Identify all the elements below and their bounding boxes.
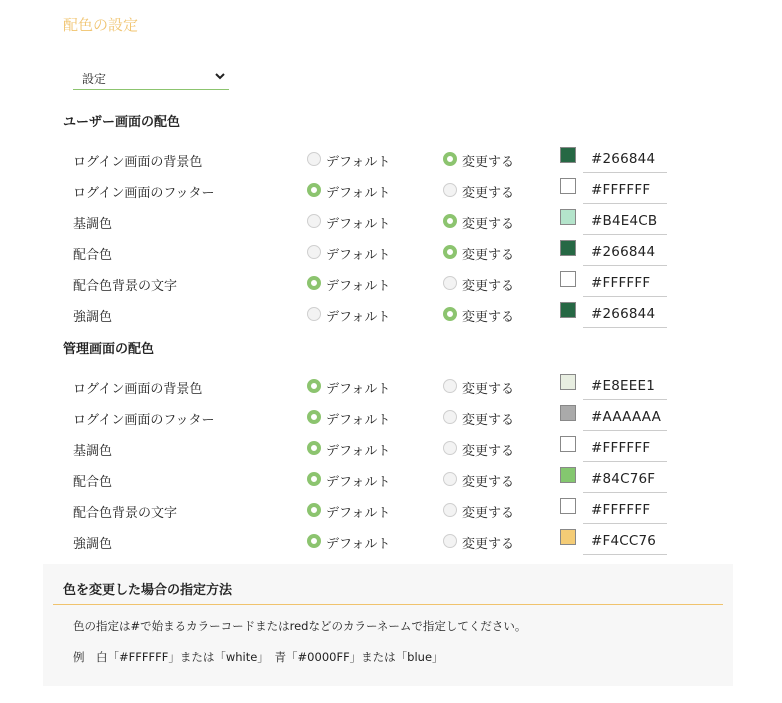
color-swatch[interactable] — [560, 240, 576, 256]
hex-input[interactable] — [583, 530, 667, 555]
radio-default-label[interactable]: デフォルト — [326, 382, 391, 397]
radio-default-label[interactable]: デフォルト — [326, 248, 391, 263]
radio-default-label[interactable]: デフォルト — [326, 506, 391, 521]
color-row-label: 配合色背景の文字 — [73, 279, 178, 294]
color-spec-note — [43, 564, 733, 686]
color-swatch[interactable] — [560, 302, 576, 318]
note-divider — [53, 604, 723, 605]
radio-change[interactable] — [443, 307, 457, 321]
radio-change[interactable] — [443, 183, 457, 197]
color-row — [0, 271, 782, 302]
radio-change-label[interactable]: 変更する — [462, 279, 515, 294]
radio-default-label[interactable]: デフォルト — [326, 475, 391, 490]
hex-input[interactable] — [583, 210, 667, 235]
radio-default-label[interactable]: デフォルト — [326, 537, 391, 552]
radio-default[interactable] — [307, 307, 321, 321]
color-row-label: 基調色 — [73, 444, 113, 459]
radio-default[interactable] — [307, 503, 321, 517]
hex-input[interactable] — [583, 148, 667, 173]
radio-change[interactable] — [443, 276, 457, 290]
radio-change[interactable] — [443, 441, 457, 455]
color-row — [0, 240, 782, 271]
hex-value: #FFFFFF — [591, 502, 651, 518]
hex-value: #FFFFFF — [591, 182, 651, 198]
radio-change[interactable] — [443, 152, 457, 166]
hex-input[interactable] — [583, 406, 667, 431]
color-swatch[interactable] — [560, 405, 576, 421]
color-row — [0, 147, 782, 178]
radio-default[interactable] — [307, 472, 321, 486]
color-swatch[interactable] — [560, 209, 576, 225]
color-row-label: 強調色 — [73, 537, 113, 552]
radio-default[interactable] — [307, 534, 321, 548]
hex-value: #84C76F — [591, 471, 656, 487]
radio-change-label[interactable]: 変更する — [462, 475, 515, 490]
color-row — [0, 178, 782, 209]
hex-input[interactable] — [583, 241, 667, 266]
color-row — [0, 209, 782, 240]
color-row — [0, 436, 782, 467]
color-row-label: ログイン画面の背景色 — [73, 382, 203, 397]
hex-value: #266844 — [591, 151, 656, 167]
radio-change-label[interactable]: 変更する — [462, 186, 515, 201]
color-row-label: 配合色 — [73, 475, 113, 490]
radio-change[interactable] — [443, 472, 457, 486]
color-swatch[interactable] — [560, 374, 576, 390]
color-row-label: 配合色背景の文字 — [73, 506, 178, 521]
radio-default-label[interactable]: デフォルト — [326, 155, 391, 170]
radio-change-label[interactable]: 変更する — [462, 413, 515, 428]
radio-change[interactable] — [443, 410, 457, 424]
note-line-1: 色の指定は#で始まるカラーコードまたはredなどのカラーネームで指定してください。 — [73, 619, 527, 633]
radio-change-label[interactable]: 変更する — [462, 217, 515, 232]
radio-change-label[interactable]: 変更する — [462, 444, 515, 459]
radio-default-label[interactable]: デフォルト — [326, 444, 391, 459]
color-row — [0, 529, 782, 560]
radio-default[interactable] — [307, 214, 321, 228]
radio-change[interactable] — [443, 379, 457, 393]
radio-change[interactable] — [443, 534, 457, 548]
hex-value: #E8EEE1 — [591, 378, 656, 394]
color-swatch[interactable] — [560, 498, 576, 514]
hex-input[interactable] — [583, 272, 667, 297]
hex-input[interactable] — [583, 468, 667, 493]
hex-value: #FFFFFF — [591, 275, 651, 291]
radio-default-label[interactable]: デフォルト — [326, 217, 391, 232]
radio-default[interactable] — [307, 276, 321, 290]
radio-default[interactable] — [307, 441, 321, 455]
color-row-label: ログイン画面のフッター — [73, 413, 215, 428]
page-title: 配色の設定 — [63, 16, 139, 34]
color-swatch[interactable] — [560, 467, 576, 483]
note-title: 色を変更した場合の指定方法 — [63, 583, 233, 598]
radio-change-label[interactable]: 変更する — [462, 382, 515, 397]
color-swatch[interactable] — [560, 436, 576, 452]
radio-change[interactable] — [443, 503, 457, 517]
color-swatch[interactable] — [560, 178, 576, 194]
radio-change-label[interactable]: 変更する — [462, 506, 515, 521]
color-swatch[interactable] — [560, 271, 576, 287]
color-row-label: 配合色 — [73, 248, 113, 263]
radio-default-label[interactable]: デフォルト — [326, 413, 391, 428]
color-row — [0, 374, 782, 405]
settings-select-value: 設定 — [82, 72, 107, 86]
radio-change[interactable] — [443, 245, 457, 259]
color-row-label: ログイン画面の背景色 — [73, 155, 203, 170]
radio-change-label[interactable]: 変更する — [462, 310, 515, 325]
hex-value: #AAAAAA — [591, 409, 662, 425]
radio-default-label[interactable]: デフォルト — [326, 186, 391, 201]
color-row — [0, 302, 782, 333]
radio-default[interactable] — [307, 410, 321, 424]
color-row — [0, 405, 782, 436]
color-row-label: 基調色 — [73, 217, 113, 232]
radio-default-label[interactable]: デフォルト — [326, 310, 391, 325]
chevron-down-icon — [214, 70, 226, 82]
radio-default[interactable] — [307, 245, 321, 259]
hex-value: #B4E4CB — [591, 213, 658, 229]
color-swatch[interactable] — [560, 147, 576, 163]
section-title-admin: 管理画面の配色 — [63, 342, 155, 357]
color-row — [0, 467, 782, 498]
hex-value: #FFFFFF — [591, 440, 651, 456]
settings-select[interactable] — [73, 66, 229, 90]
radio-default-label[interactable]: デフォルト — [326, 279, 391, 294]
radio-change-label[interactable]: 変更する — [462, 155, 515, 170]
radio-change[interactable] — [443, 214, 457, 228]
radio-default[interactable] — [307, 183, 321, 197]
color-row-label: 強調色 — [73, 310, 113, 325]
color-row-label: ログイン画面のフッター — [73, 186, 215, 201]
hex-input[interactable] — [583, 437, 667, 462]
radio-default[interactable] — [307, 152, 321, 166]
note-line-2: 例 白「#FFFFFF」または「white」 青「#0000FF」または「blue」 — [73, 650, 444, 664]
color-row — [0, 498, 782, 529]
hex-input[interactable] — [583, 499, 667, 524]
hex-input[interactable] — [583, 303, 667, 328]
section-title-user: ユーザー画面の配色 — [63, 115, 181, 130]
hex-input[interactable] — [583, 375, 667, 400]
radio-change-label[interactable]: 変更する — [462, 248, 515, 263]
radio-change-label[interactable]: 変更する — [462, 537, 515, 552]
hex-value: #266844 — [591, 244, 656, 260]
hex-input[interactable] — [583, 179, 667, 204]
hex-value: #F4CC76 — [591, 533, 657, 549]
hex-value: #266844 — [591, 306, 656, 322]
radio-default[interactable] — [307, 379, 321, 393]
color-swatch[interactable] — [560, 529, 576, 545]
